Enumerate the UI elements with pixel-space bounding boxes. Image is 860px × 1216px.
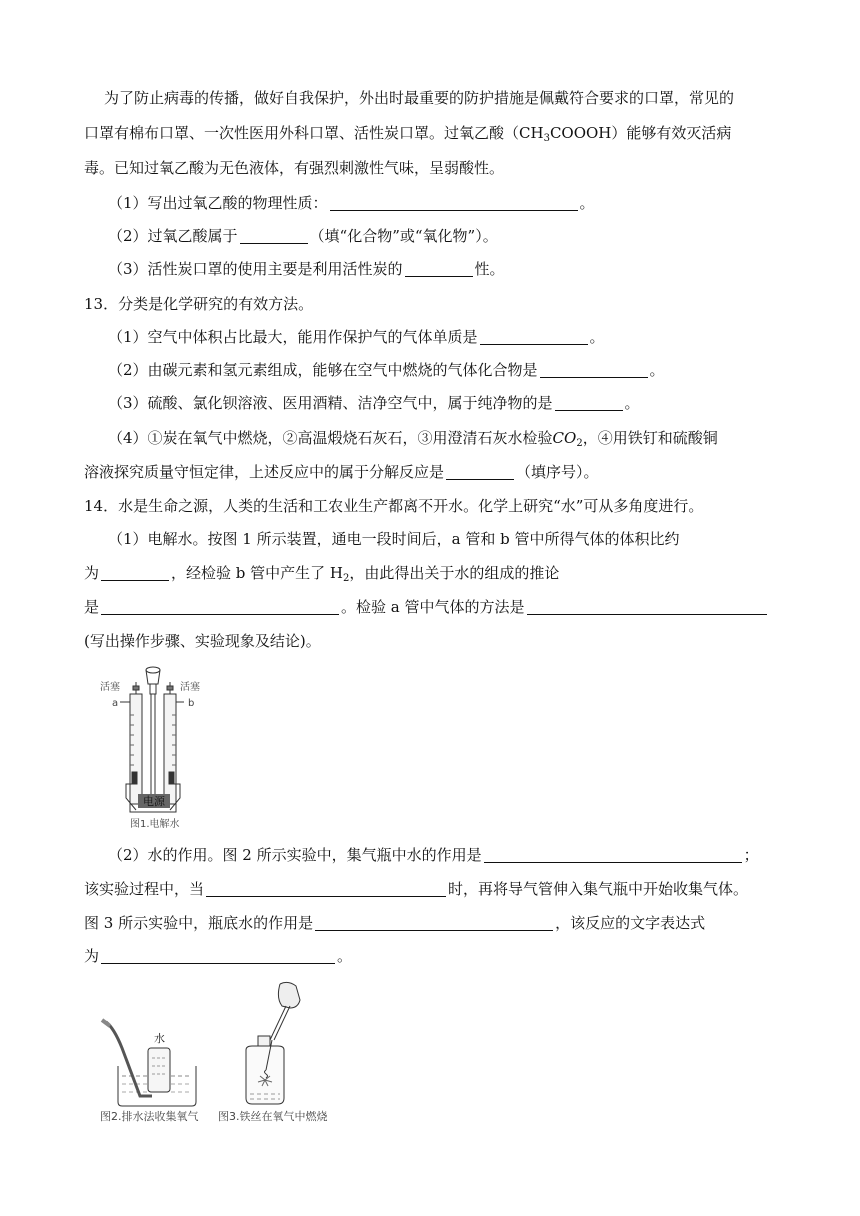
answer-blank[interactable] (315, 915, 553, 931)
q12-part-2 (108, 226, 498, 246)
intro-text-2b: COOOH）能够有效灭活病 (549, 124, 732, 142)
figure-2-water-collection (100, 1018, 218, 1126)
q12-p2-text: （2）过氧乙酸属于 (108, 227, 238, 245)
intro-text-1: 为了防止病毒的传播，做好自我保护，外出时最重要的防护措施是佩戴符合要求的口罩，常见的 (104, 89, 735, 107)
q13-p1-text: （1）空气中体积占比最大，能用作保护气的气体单质是 (108, 328, 478, 346)
q14-p1-text-2c: ，由此得出关于水的组成的推论 (349, 564, 560, 582)
q12-part-3 (108, 259, 505, 279)
q14-p1-text-3a: 是 (84, 598, 100, 616)
q13-title (84, 294, 313, 314)
q13-p4-text-b: ，④用铁钉和硫酸铜 (582, 429, 718, 447)
q13-part-4-line-2 (84, 462, 599, 482)
q13-part-1 (108, 327, 605, 347)
answer-blank[interactable] (527, 599, 767, 615)
q13-p3-end: 。 (624, 394, 640, 412)
q12-p1-text: （1）写出过氧乙酸的物理性质： (108, 194, 328, 212)
q14-title-text: 14．水是生命之源，人类的生活和工农业生产都离不开水。化学上研究“水”可从多角度进行。 (84, 497, 704, 515)
q13-p2-text: （2）由碳元素和氢元素组成，能够在空气中燃烧的气体化合物是 (108, 361, 538, 379)
q14-p2-text-2b: 时，再将导气管伸入集气瓶中开始收集气体。 (448, 880, 749, 898)
q14-p2-line-3 (84, 913, 705, 933)
answer-blank[interactable] (484, 847, 742, 863)
answer-blank[interactable] (206, 881, 446, 897)
q14-p2-text-4b: 。 (337, 947, 353, 965)
co2-subscript: 2 (576, 438, 583, 449)
q14-p2-line-1 (108, 845, 759, 865)
q14-p2-text-3a: 图 3 所示实验中，瓶底水的作用是 (84, 914, 314, 932)
answer-blank[interactable] (555, 395, 623, 411)
answer-blank[interactable] (101, 948, 335, 964)
q14-p1-line-1 (108, 529, 679, 549)
figure-1-electrolysis (96, 660, 226, 832)
intro-line-3 (84, 158, 504, 178)
intro-subscript: 3 (543, 133, 550, 144)
q14-p1-text-2b: ，经检验 b 管中产生了 H (171, 564, 344, 582)
valve-right-label: 活塞 (180, 682, 200, 693)
q14-p1-line-4 (84, 631, 321, 651)
figure-3-caption: 图3.铁丝在氧气中燃烧 (218, 1110, 328, 1123)
q13-part-3 (108, 393, 640, 413)
q13-p3-text: （3）硫酸、氯化钡溶液、医用酒精、洁净空气中，属于纯净物的是 (108, 394, 553, 412)
answer-blank[interactable] (101, 565, 169, 581)
answer-blank[interactable] (405, 261, 473, 277)
h2-subscript: 2 (343, 573, 350, 584)
q12-p1-end: 。 (579, 194, 595, 212)
q13-part-2 (108, 360, 665, 380)
answer-blank[interactable] (240, 228, 308, 244)
q13-p4-line2-text: 溶液探究质量守恒定律，上述反应中的属于分解反应是 (84, 463, 445, 481)
answer-blank[interactable] (446, 464, 514, 480)
q13-p4-line2-end: （填序号）。 (516, 463, 599, 481)
answer-blank[interactable] (480, 329, 588, 345)
q14-title (84, 496, 703, 516)
intro-line-2 (84, 123, 731, 149)
q13-p2-end: 。 (649, 361, 665, 379)
valve-left-label: 活塞 (100, 682, 120, 693)
q14-p2-text-1b: ； (743, 846, 759, 864)
q14-p1-text-3b: 。检验 a 管中气体的方法是 (341, 598, 525, 616)
answer-blank[interactable] (330, 195, 578, 211)
intro-line-1 (104, 88, 734, 108)
q14-p2-line-2 (84, 879, 748, 899)
q14-p1-text-2a: 为 (84, 564, 100, 582)
tube-b-label: b (188, 698, 195, 709)
q13-part-4 (108, 428, 718, 454)
power-label: 电源 (143, 795, 165, 808)
answer-blank[interactable] (101, 599, 339, 615)
q14-p1-text-4: (写出操作步骤、实验现象及结论)。 (84, 632, 321, 650)
co2-formula: CO (552, 429, 577, 447)
q13-p1-end: 。 (589, 328, 605, 346)
intro-text-2a: 口罩有棉布口罩、一次性医用外科口罩、活性炭口罩。过氧乙酸（CH (84, 124, 544, 142)
q12-p3-end: 性。 (474, 260, 505, 278)
q12-p3-text: （3）活性炭口罩的使用主要是利用活性炭的 (108, 260, 403, 278)
answer-blank[interactable] (540, 362, 648, 378)
figure-2-caption: 图2.排水法收集氧气 (100, 1110, 199, 1123)
q14-p2-line-4 (84, 946, 352, 966)
q12-p2-end: （填“化合物”或“氧化物”）。 (309, 227, 498, 245)
q14-p1-text-1: （1）电解水。按图 1 所示装置，通电一段时间后，a 管和 b 管中所得气体的体积比约 (108, 530, 680, 548)
q14-p1-line-2 (84, 563, 559, 589)
q12-part-1 (108, 193, 595, 213)
q13-title-text: 13．分类是化学研究的有效方法。 (84, 295, 314, 313)
water-label: 水 (154, 1032, 165, 1045)
figure-3-iron-burning (218, 980, 346, 1126)
q14-p1-line-3 (84, 597, 769, 617)
q14-p2-text-1a: （2）水的作用。图 2 所示实验中，集气瓶中水的作用是 (108, 846, 482, 864)
q14-p2-text-4a: 为 (84, 947, 100, 965)
figure-1-caption: 图1.电解水 (130, 819, 180, 830)
q14-p2-text-2a: 该实验过程中，当 (84, 880, 205, 898)
tube-a-label: a (112, 698, 119, 709)
intro-text-3: 毒。已知过氧乙酸为无色液体，有强烈刺激性气味，呈弱酸性。 (84, 159, 505, 177)
q14-p2-text-3b: ，该反应的文字表达式 (555, 914, 706, 932)
q13-p4-text: （4）①炭在氧气中燃烧，②高温煅烧石灰石，③用澄清石灰水检验 (108, 429, 553, 447)
